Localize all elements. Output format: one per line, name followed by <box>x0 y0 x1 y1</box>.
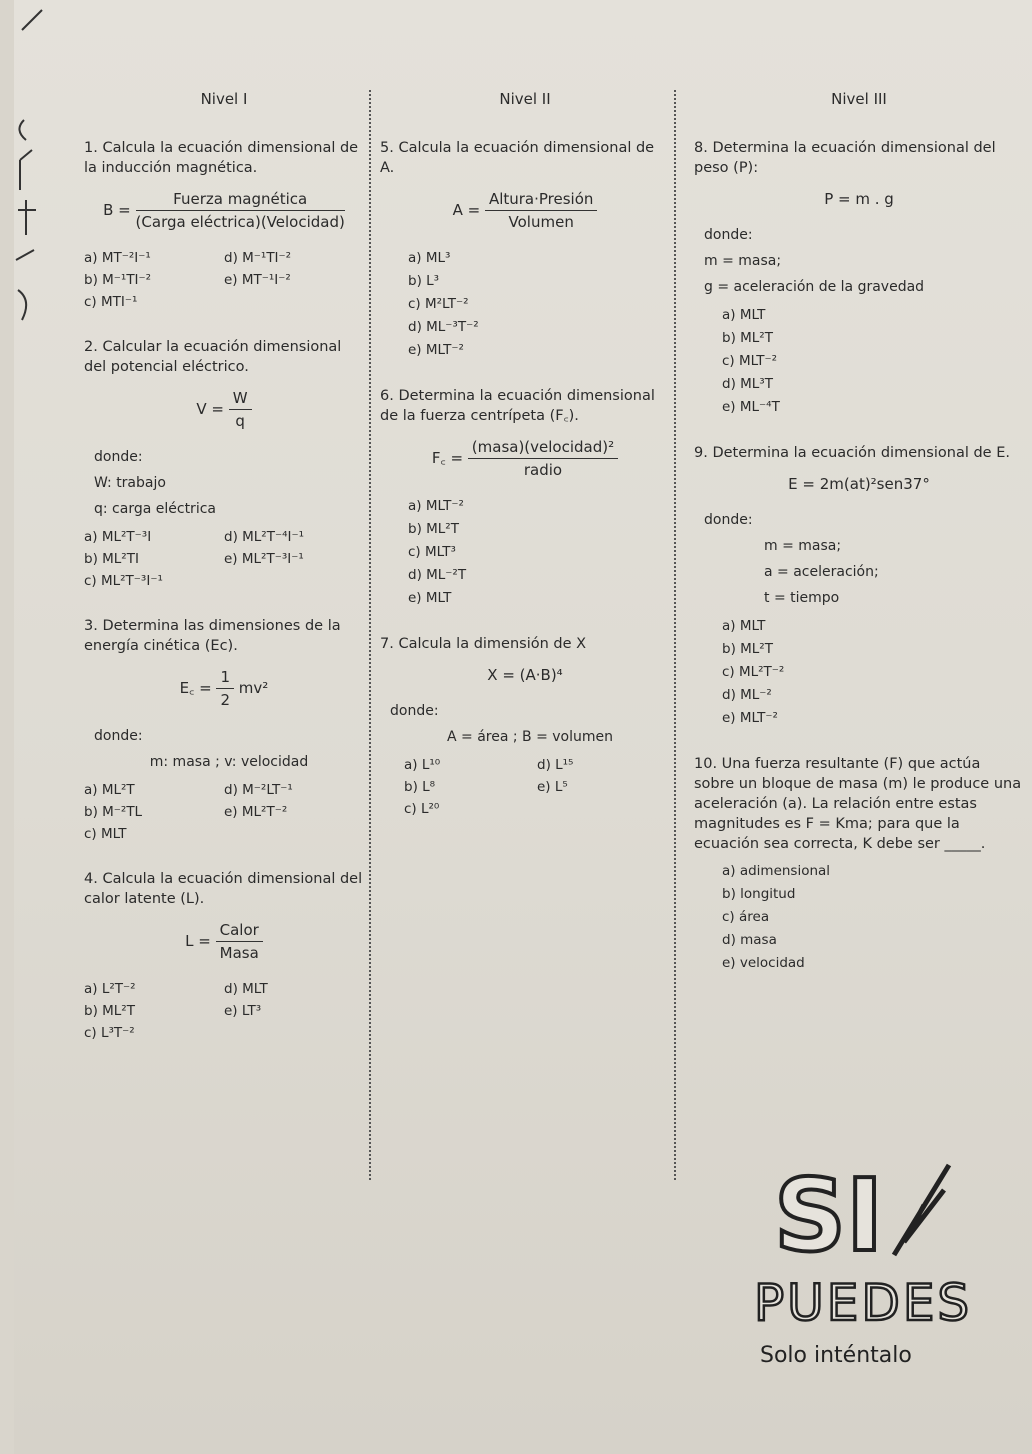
where-item: g = aceleración de la gravedad <box>704 279 925 295</box>
fraction <box>468 438 618 479</box>
options-10 <box>722 860 1024 975</box>
eq-lhs: B = <box>103 201 131 219</box>
numerator: Fuerza magnética <box>136 190 345 211</box>
where-label: donde: <box>94 728 143 744</box>
question-7: 7. Calcula la dimensión de X <box>380 636 587 652</box>
eq-lhs: E꜀ = <box>179 679 212 697</box>
equation-9: E = 2m(at)²sen37° <box>788 475 930 493</box>
options-3 <box>84 779 364 845</box>
options-8 <box>722 304 1024 419</box>
option-c: c) MTI⁻¹ <box>84 294 138 310</box>
option-e: e) MT⁻¹I⁻² <box>224 272 291 288</box>
options-7 <box>404 754 670 820</box>
option-d: d) masa <box>722 932 777 948</box>
fraction <box>216 921 263 962</box>
option-b: b) ML²T <box>408 521 459 537</box>
option-d: d) M⁻²LT⁻¹ <box>224 782 293 798</box>
where-label: donde: <box>94 449 143 465</box>
options-9 <box>722 615 1024 730</box>
denominator: Masa <box>219 944 259 962</box>
option-d: d) L¹⁵ <box>537 757 574 773</box>
option-b: b) M⁻¹TI⁻² <box>84 272 152 288</box>
options-4 <box>84 978 364 1044</box>
slogan-graphic <box>744 1150 994 1380</box>
question-10: 10. Una fuerza resultante (F) que actúa sobre un bloque de masa (m) le produce una aceleración (a). La relación entre estas magnitudes es F = Kma; para que la ecuación sea correcta, K debe ser _____. <box>694 756 1022 852</box>
option-a: a) ML³ <box>408 250 451 266</box>
numerator: Altura·Presión <box>485 190 597 211</box>
level-heading: Nivel III <box>831 90 887 108</box>
option-a: a) ML²T⁻³I <box>84 529 152 545</box>
option-d: d) ML⁻² <box>722 687 772 703</box>
question-1: 1. Calcula la ecuación dimensional de la inducción magnética. <box>84 140 359 176</box>
option-b: b) L⁸ <box>404 779 436 795</box>
option-b: b) L³ <box>408 273 440 289</box>
denominator: q <box>235 412 245 430</box>
flag-icon <box>894 1165 949 1255</box>
option-a: a) L¹⁰ <box>404 757 441 773</box>
option-d: d) M⁻¹TI⁻² <box>224 250 292 266</box>
where-label: donde: <box>704 227 753 243</box>
option-e: e) ML²T⁻² <box>224 804 288 820</box>
where-label: donde: <box>390 703 439 719</box>
question-6: 6. Determina la ecuación dimensional de la fuerza centrípeta (F꜀). <box>380 388 655 424</box>
option-b: b) ML²TI <box>84 551 139 567</box>
options-1 <box>84 247 364 313</box>
option-c: c) ML²T⁻³I⁻¹ <box>84 573 163 589</box>
where-item: t = tiempo <box>764 590 840 606</box>
column-level-1 <box>84 90 364 1068</box>
option-d: d) ML⁻²T <box>408 567 467 583</box>
where-item: A = área ; B = volumen <box>446 729 614 745</box>
level-heading: Nivel II <box>499 90 551 108</box>
column-level-2 <box>380 90 670 844</box>
option-e: e) MLT⁻² <box>408 342 464 358</box>
equation-3 <box>84 668 364 709</box>
question-9: 9. Determina la ecuación dimensional de E. <box>694 445 1010 461</box>
equation-1 <box>84 190 364 231</box>
option-a: a) adimensional <box>722 863 831 879</box>
option-a: a) MLT <box>722 618 766 634</box>
denominator: (Carga eléctrica)(Velocidad) <box>135 213 345 231</box>
question-3: 3. Determina las dimensiones de la energía cinética (Ec). <box>84 618 341 654</box>
eq-lhs: F꜀ = <box>431 449 464 467</box>
option-d: d) ML²T⁻⁴I⁻¹ <box>224 529 305 545</box>
option-e: e) MLT <box>408 590 452 606</box>
eq-lhs: L = <box>185 932 211 950</box>
fraction <box>229 389 252 430</box>
numerator: 1 <box>216 668 234 689</box>
numerator: W <box>229 389 252 410</box>
eq-lhs: A = <box>452 201 481 219</box>
denominator: radio <box>523 461 563 479</box>
options-5 <box>408 247 670 362</box>
equation-6 <box>380 438 670 479</box>
option-d: d) ML⁻³T⁻² <box>408 319 479 335</box>
equation-2 <box>84 389 364 430</box>
where-item: m = masa; <box>764 538 842 554</box>
option-c: c) MLT³ <box>408 544 456 560</box>
options-2 <box>84 526 364 592</box>
option-d: d) MLT <box>224 981 268 997</box>
fraction <box>485 190 597 231</box>
option-b: b) longitud <box>722 886 796 902</box>
slogan-puedes: PUEDES <box>754 1274 973 1332</box>
worksheet-page <box>14 0 1032 1454</box>
option-b: b) ML²T <box>84 1003 135 1019</box>
option-c: c) ML²T⁻² <box>722 664 785 680</box>
margin-scribble <box>14 0 58 420</box>
fraction <box>136 190 345 231</box>
option-c: c) MLT <box>84 826 127 842</box>
equation-5 <box>380 190 670 231</box>
equation-4 <box>84 921 364 962</box>
option-a: a) MT⁻²I⁻¹ <box>84 250 151 266</box>
option-c: c) área <box>722 909 770 925</box>
option-e: e) MLT⁻² <box>722 710 778 726</box>
where-label: donde: <box>704 512 753 528</box>
fraction <box>216 668 234 709</box>
column-divider <box>369 90 371 1180</box>
option-a: a) MLT <box>722 307 766 323</box>
eq-lhs: V = <box>196 400 224 418</box>
column-level-3 <box>694 90 1024 999</box>
slogan-tagline: Solo inténtalo <box>760 1343 912 1368</box>
where-item: a = aceleración; <box>764 564 879 580</box>
option-c: c) MLT⁻² <box>722 353 778 369</box>
equation-7: X = (A·B)⁴ <box>487 666 563 684</box>
option-e: e) velocidad <box>722 955 805 971</box>
option-e: e) ML²T⁻³I⁻¹ <box>224 551 304 567</box>
eq-rhs: mv² <box>238 679 269 697</box>
denominator: 2 <box>220 691 231 709</box>
option-e: e) ML⁻⁴T <box>722 399 780 415</box>
option-a: a) L²T⁻² <box>84 981 136 997</box>
option-a: a) ML²T <box>84 782 135 798</box>
option-b: b) ML²T <box>722 330 773 346</box>
question-5: 5. Calcula la ecuación dimensional de A. <box>380 140 655 176</box>
where-item: m: masa ; v: velocidad <box>149 754 309 770</box>
question-8: 8. Determina la ecuación dimensional del peso (P): <box>694 140 996 176</box>
level-heading: Nivel I <box>200 90 248 108</box>
option-d: d) ML³T <box>722 376 773 392</box>
option-c: c) L³T⁻² <box>84 1025 135 1041</box>
where-item: q: carga eléctrica <box>94 501 216 517</box>
option-a: a) MLT⁻² <box>408 498 464 514</box>
option-e: e) L⁵ <box>537 779 568 795</box>
where-item: m = masa; <box>704 253 782 269</box>
slogan-si: SI <box>774 1157 884 1274</box>
equation-8: P = m . g <box>824 190 894 208</box>
question-2: 2. Calcular la ecuación dimensional del potencial eléctrico. <box>84 339 342 375</box>
options-6 <box>408 495 670 610</box>
option-b: b) M⁻²TL <box>84 804 143 820</box>
option-c: c) M²LT⁻² <box>408 296 469 312</box>
option-c: c) L²⁰ <box>404 801 440 817</box>
where-item: W: trabajo <box>94 475 166 491</box>
column-divider <box>674 90 676 1180</box>
option-b: b) ML²T <box>722 641 773 657</box>
denominator: Volumen <box>508 213 574 231</box>
numerator: Calor <box>216 921 263 942</box>
numerator: (masa)(velocidad)² <box>468 438 618 459</box>
option-e: e) LT³ <box>224 1003 262 1019</box>
question-4: 4. Calcula la ecuación dimensional del calor latente (L). <box>84 871 363 907</box>
